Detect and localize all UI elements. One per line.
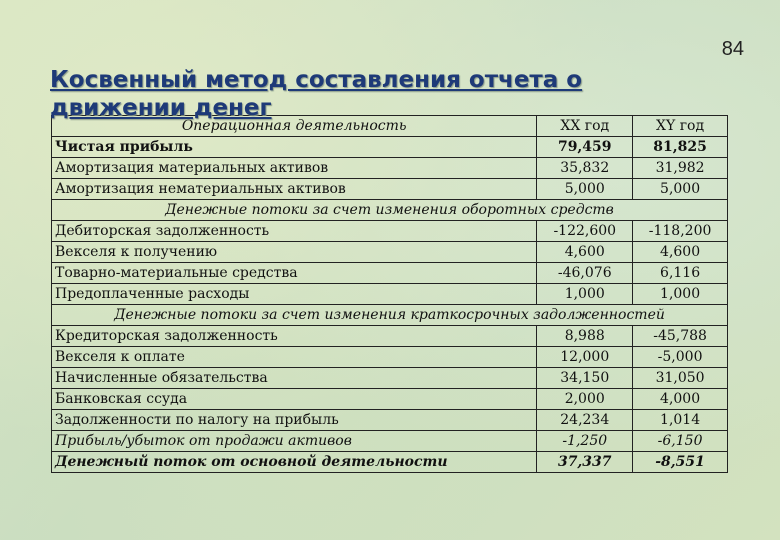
row-value-xy: 1,014 [633, 410, 728, 431]
table-row-total [52, 452, 728, 473]
row-label: Амортизация материальных активов [52, 158, 537, 179]
row-label: Прибыль/убыток от продажи активов [52, 431, 537, 452]
row-value-xx: -122,600 [537, 221, 633, 242]
row-value-xy: -5,000 [633, 347, 728, 368]
row-label: Векселя к оплате [52, 347, 537, 368]
section-header-current-liabilities [52, 305, 728, 326]
row-value-xx: 24,234 [537, 410, 633, 431]
row-label: Денежный поток от основной деятельности [52, 452, 537, 473]
table-row [52, 158, 728, 179]
table-row [52, 284, 728, 305]
row-value-xy: -45,788 [633, 326, 728, 347]
row-value-xx: -1,250 [537, 431, 633, 452]
row-value-xx: 2,000 [537, 389, 633, 410]
row-label: Банковская ссуда [52, 389, 537, 410]
table-row [52, 347, 728, 368]
table-row [52, 326, 728, 347]
row-value-xx: 35,832 [537, 158, 633, 179]
header-section-label: Операционная деятельность [52, 116, 537, 137]
row-value-xy: -8,551 [633, 452, 728, 473]
table-row [52, 221, 728, 242]
table-row-net-income [52, 137, 728, 158]
row-value-xx: 12,000 [537, 347, 633, 368]
row-label: Векселя к получению [52, 242, 537, 263]
table-row [52, 389, 728, 410]
row-value-xy: -118,200 [633, 221, 728, 242]
row-label: Амортизация нематериальных активов [52, 179, 537, 200]
section-label: Денежные потоки за счет изменения оборотных средств [52, 200, 728, 221]
row-label: Кредиторская задолженность [52, 326, 537, 347]
row-label: Начисленные обязательства [52, 368, 537, 389]
row-value-xy: 31,982 [633, 158, 728, 179]
page-number: 84 [721, 38, 744, 60]
row-value-xx: 5,000 [537, 179, 633, 200]
header-year-xy: XY год [633, 116, 728, 137]
row-label: Чистая прибыль [52, 137, 537, 158]
table-row [52, 263, 728, 284]
row-value-xx: 8,988 [537, 326, 633, 347]
table-row [52, 410, 728, 431]
row-value-xy: 31,050 [633, 368, 728, 389]
row-value-xy: 4,000 [633, 389, 728, 410]
section-label: Денежные потоки за счет изменения краткосрочных задолженностей [52, 305, 728, 326]
row-value-xy: 81,825 [633, 137, 728, 158]
row-value-xy: 1,000 [633, 284, 728, 305]
table-row-asset-sale [52, 431, 728, 452]
row-label: Задолженности по налогу на прибыль [52, 410, 537, 431]
slide-title: Косвенный метод составления отчета о движении денег [50, 67, 583, 121]
row-value-xy: 6,116 [633, 263, 728, 284]
section-header-current-assets [52, 200, 728, 221]
row-value-xy: 4,600 [633, 242, 728, 263]
cash-flow-table [51, 115, 728, 473]
table-row [52, 179, 728, 200]
header-year-xx: XX год [537, 116, 633, 137]
row-value-xx: -46,076 [537, 263, 633, 284]
row-value-xx: 1,000 [537, 284, 633, 305]
row-value-xx: 34,150 [537, 368, 633, 389]
row-value-xy: 5,000 [633, 179, 728, 200]
row-label: Предоплаченные расходы [52, 284, 537, 305]
row-value-xx: 79,459 [537, 137, 633, 158]
row-label: Дебиторская задолженность [52, 221, 537, 242]
row-label: Товарно-материальные средства [52, 263, 537, 284]
row-value-xy: -6,150 [633, 431, 728, 452]
table-row [52, 242, 728, 263]
row-value-xx: 37,337 [537, 452, 633, 473]
table-row [52, 368, 728, 389]
row-value-xx: 4,600 [537, 242, 633, 263]
